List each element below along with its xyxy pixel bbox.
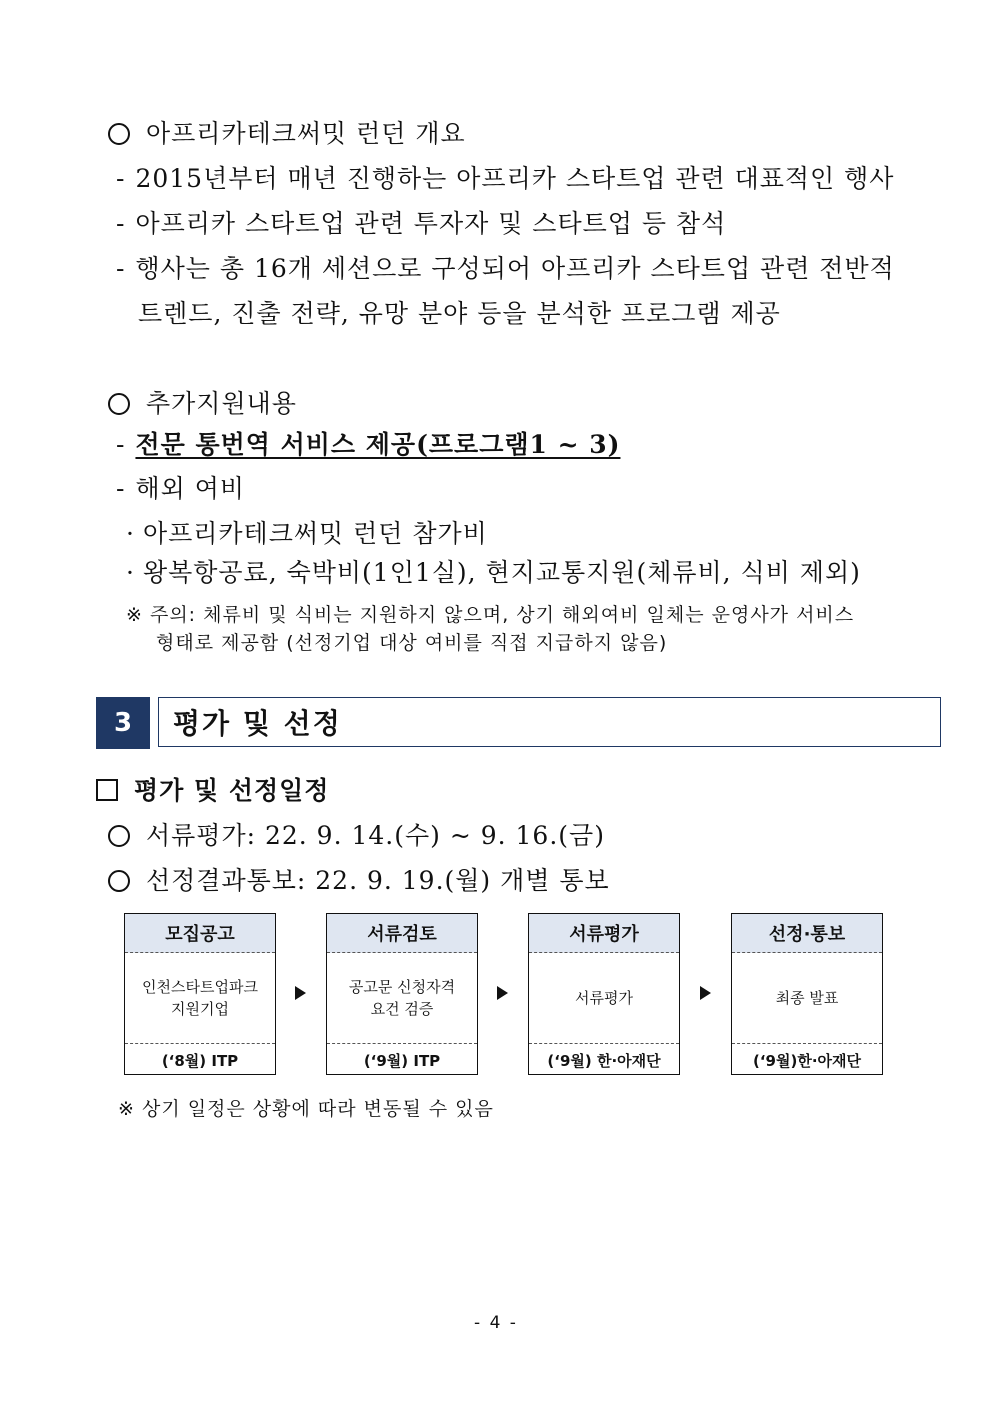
flow-note: ※ 상기 일정은 상황에 따라 변동될 수 있음 (118, 1098, 494, 1120)
section-title: 평가 및 선정 (158, 697, 941, 747)
circle-bullet-icon (108, 123, 130, 145)
flow-step-title: 서류검토 (327, 914, 477, 953)
schedule-item: 서류평가: 22. 9. 14.(수) ~ 9. 16.(금) (108, 816, 605, 852)
overview-item: - 행사는 총 16개 세션으로 구성되어 아프리카 스타트업 관련 전반적 (116, 254, 895, 283)
flow-step-footer: (‘9월) ITP (363, 1051, 441, 1070)
flow-step-1 (124, 913, 276, 1075)
flow-step-title: 서류평가 (529, 914, 679, 953)
flow-step-title: 선정·통보 (732, 914, 882, 953)
flow-step-footer: (‘9월)한·아재단 (753, 1051, 861, 1070)
flow-step-footer: (‘9월) 한·아재단 (547, 1051, 661, 1070)
flow-step-body: 공고문 신청자격 요건 검증 (327, 953, 477, 1044)
overview-item: - 2015년부터 매년 진행하는 아프리카 스타트업 관련 대표적인 행사 (116, 164, 895, 193)
overview-item: - 아프리카 스타트업 관련 투자자 및 스타트업 등 참석 (116, 209, 727, 238)
flow-step-3 (528, 913, 680, 1075)
support-item-interpretation: - 전문 통번역 서비스 제공(프로그램1 ~ 3) (116, 430, 621, 459)
flow-step-body: 인천스타트업파크 지원기업 (125, 953, 275, 1044)
page-number: - 4 - (474, 1313, 518, 1333)
support-note-line1: ※ 주의: 체류비 및 식비는 지원하지 않으며, 상기 해외여비 일체는 운영사가 서비스 (126, 604, 855, 626)
checkbox-icon (96, 779, 118, 801)
flow-step-4 (731, 913, 883, 1075)
circle-bullet-icon (108, 870, 130, 892)
overview-item-continuation: 트렌드, 진출 전략, 유망 분야 등을 분석한 프로그램 제공 (138, 299, 781, 328)
schedule-heading: 평가 및 선정일정 (96, 771, 329, 807)
overview-heading: 아프리카테크써밋 런던 개요 (108, 114, 466, 150)
flow-step-body: 서류평가 (529, 953, 679, 1044)
flow-step-footer: (‘8월) ITP (161, 1051, 239, 1070)
support-heading: 추가지원내용 (108, 384, 297, 420)
schedule-item: 선정결과통보: 22. 9. 19.(월) 개별 통보 (108, 861, 610, 897)
arrow-right-icon (700, 986, 711, 1000)
circle-bullet-icon (108, 825, 130, 847)
support-note-line2: 형태로 제공함 (선정기업 대상 여비를 직접 지급하지 않음) (156, 632, 668, 654)
flow-step-2 (326, 913, 478, 1075)
arrow-right-icon (295, 986, 306, 1000)
support-item-travel: - 해외 여비 (116, 474, 246, 503)
support-sub-item: · 아프리카테크써밋 런던 참가비 (126, 519, 488, 548)
flow-step-title: 모집공고 (125, 914, 275, 953)
support-sub-item: · 왕복항공료, 숙박비(1인1실), 현지교통지원(체류비, 식비 제외) (126, 558, 861, 587)
section-number: 3 (96, 697, 150, 749)
circle-bullet-icon (108, 393, 130, 415)
flow-step-body: 최종 발표 (732, 953, 882, 1044)
arrow-right-icon (497, 986, 508, 1000)
